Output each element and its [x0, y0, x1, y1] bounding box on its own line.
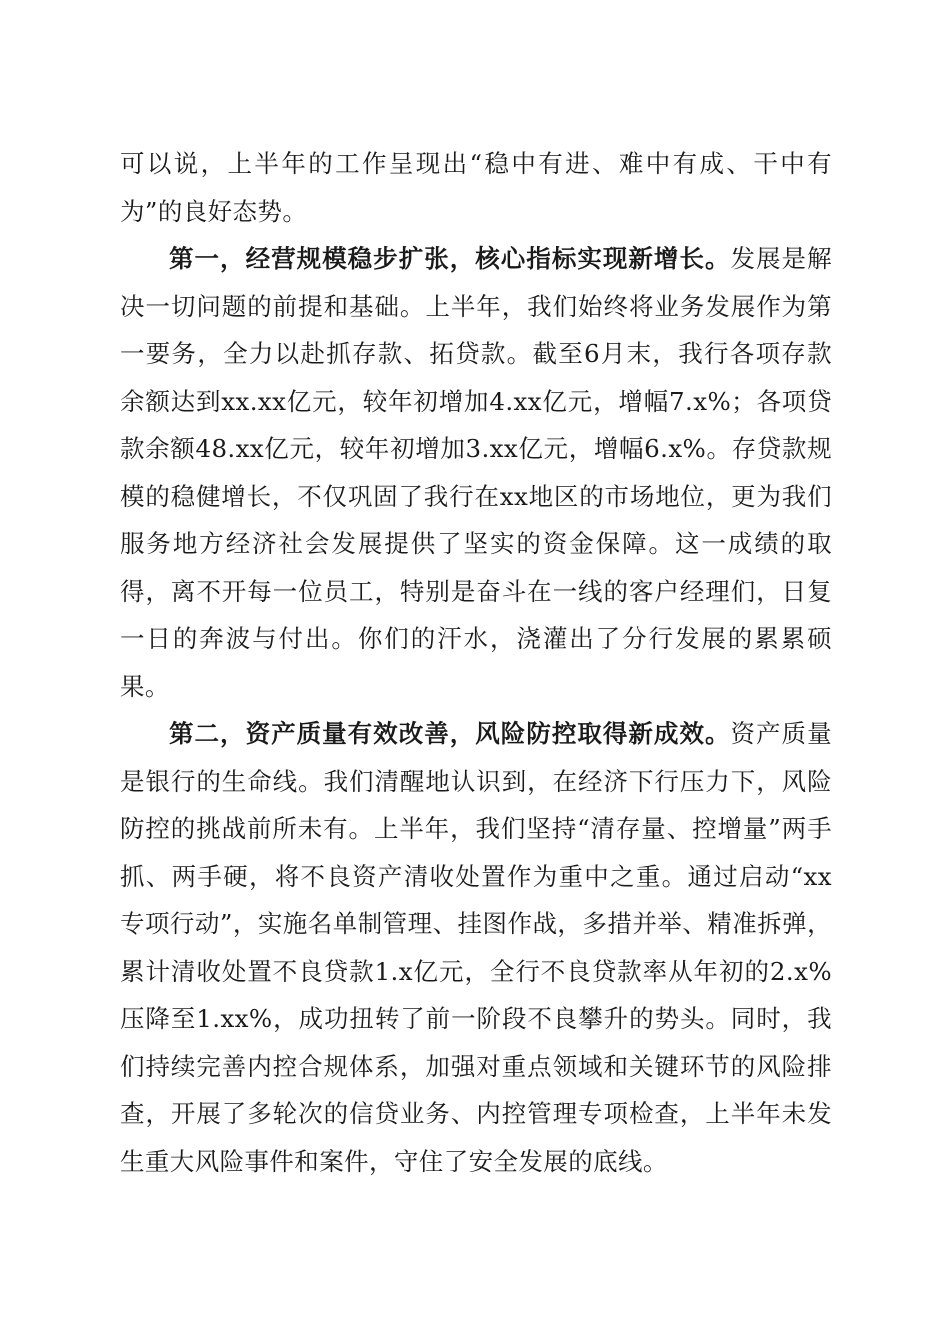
- document-body: [120, 140, 832, 1185]
- paragraph-text: 可以说，上半年的工作呈现出“稳中有进、难中有成、干中有为”的良好态势。: [120, 149, 832, 226]
- paragraph-asset-quality: [120, 710, 832, 1185]
- paragraph-heading: 第一，经营规模稳步扩张，核心指标实现新增长。: [169, 244, 731, 273]
- paragraph-text: 发展是解决一切问题的前提和基础。上半年，我们始终将业务发展作为第一要务，全力以赴抓存款、拓贷款。截至6月末，我行各项存款余额达到xx.xx亿元，较年初增加4.xx亿元，增幅7.x%；各项贷款余额48.xx亿元，较年初增加3.xx亿元，增幅6.x%。存贷款规模的稳健增长，不仅巩固了我行在xx地区的市场地位，更为我们服务地方经济社会发展提供了坚实的资金保障。这一成绩的取得，离不开每一位员工，特别是奋斗在一线的客户经理们，日复一日的奔波与付出。你们的汗水，浇灌出了分行发展的累累硕果。: [120, 244, 832, 701]
- paragraph-heading: 第二，资产质量有效改善，风险防控取得新成效。: [169, 719, 731, 748]
- paragraph-summary: [120, 140, 832, 235]
- paragraph-business-scale: [120, 235, 832, 710]
- paragraph-text: 资产质量是银行的生命线。我们清醒地认识到，在经济下行压力下，风险防控的挑战前所未有。上半年，我们坚持“清存量、控增量”两手抓、两手硬，将不良资产清收处置作为重中之重。通过启动“xx专项行动”，实施名单制管理、挂图作战，多措并举、精准拆弹，累计清收处置不良贷款1.x亿元，全行不良贷款率从年初的2.x%压降至1.xx%，成功扭转了前一阶段不良攀升的势头。同时，我们持续完善内控合规体系，加强对重点领域和关键环节的风险排查，开展了多轮次的信贷业务、内控管理专项检查，上半年未发生重大风险事件和案件，守住了安全发展的底线。: [120, 719, 832, 1176]
